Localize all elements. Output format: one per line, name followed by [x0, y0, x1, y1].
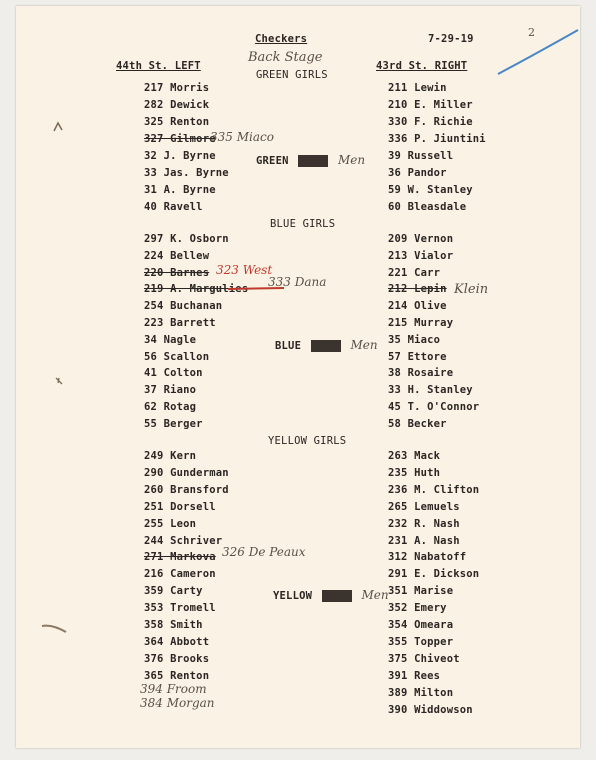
yellow-right-item: 390 Widdowson — [388, 703, 473, 716]
yellow-left-item: 260 Bransford — [144, 483, 229, 496]
yellow-left-item: 244 Schriver — [144, 534, 223, 547]
margin-mark-1 — [52, 121, 64, 133]
red-underline-mark — [226, 286, 286, 292]
yellow-left-item: 216 Cameron — [144, 568, 216, 581]
green-men-typed: GREEN — [256, 155, 289, 167]
section-blue-men — [275, 334, 378, 353]
blue-right-item: 215 Murray — [388, 317, 454, 329]
yellow-left-item: 271 Markova — [144, 551, 216, 564]
yellow-right-item: 389 Milton — [388, 686, 454, 699]
yellow-right-item: 354 Omeara — [388, 619, 454, 631]
green-left-item: 217 Morris — [144, 82, 210, 94]
yellow-men-hw: Men — [361, 588, 389, 602]
green-right-item: 211 Lewin — [388, 82, 447, 94]
blue-right-item: 35 Miaco — [388, 333, 441, 346]
margin-mark-2 — [54, 376, 64, 386]
blue-right-item: 58 Becker — [388, 417, 447, 430]
yellow-left-item: 358 Smith — [144, 619, 203, 631]
yellow-right-item: 291 E. Dickson — [388, 568, 480, 581]
blue-left-item: 37 Riano — [144, 384, 197, 397]
blue-left-item: 34 Nagle — [144, 333, 197, 346]
yellow-left-item: 251 Dorsell — [144, 500, 216, 513]
green-right-item: 36 Pandor — [388, 167, 447, 179]
pencil-stroke-mark — [492, 26, 582, 76]
yellow-left-item: 359 Carty — [144, 585, 203, 598]
yellow-right-item: 391 Rees — [388, 669, 441, 682]
blue-left-item: 55 Berger — [144, 417, 203, 430]
yellow-left-item: 365 Renton — [144, 669, 210, 682]
green-right-item: 210 E. Miller — [388, 99, 473, 111]
section-green-men — [256, 149, 365, 168]
blue-men-typed: BLUE — [275, 340, 302, 352]
document-date: 7-29-19 — [428, 33, 474, 45]
yellow-right-item: 236 M. Clifton — [388, 483, 480, 496]
blue-left-item: 56 Scallon — [144, 350, 210, 363]
green-left-item: 31 A. Byrne — [144, 184, 216, 196]
blue-men-blot — [311, 340, 341, 352]
green-right-item: 336 P. Jiuntini — [388, 133, 486, 145]
yellow-left-item: 364 Abbott — [144, 635, 210, 648]
hw-note-lepin: Klein — [454, 282, 489, 297]
section-blue-girls: BLUE GIRLS — [270, 218, 336, 230]
margin-mark-3 — [40, 622, 70, 636]
yellow-left-item: 249 Kern — [144, 450, 197, 462]
green-right-item: 60 Bleasdale — [388, 201, 467, 213]
green-left-item: 325 Renton — [144, 116, 210, 128]
page-mark: 2 — [528, 26, 535, 39]
right-column-heading: 43rd St. RIGHT — [376, 60, 468, 72]
blue-left-item: 224 Bellew — [144, 249, 210, 262]
hw-note-bottom-1: 394 Froom — [140, 682, 207, 696]
hw-note-barnes: 323 West — [216, 263, 273, 277]
yellow-left-item: 255 Leon — [144, 517, 197, 530]
blue-men-hw: Men — [350, 338, 378, 352]
blue-right-item: 45 T. O'Connor — [388, 401, 480, 413]
hw-note-gilmore: 335 Miaco — [210, 130, 274, 144]
green-right-item: 39 Russell — [388, 150, 454, 162]
left-column-heading: 44th St. LEFT — [116, 60, 201, 72]
green-right-item: 59 W. Stanley — [388, 184, 473, 196]
blue-left-item: 41 Colton — [144, 367, 203, 380]
blue-left-item: 62 Rotag — [144, 401, 197, 413]
blue-right-item: 214 Olive — [388, 300, 447, 313]
section-yellow-girls: YELLOW GIRLS — [268, 435, 347, 447]
yellow-right-item: 263 Mack — [388, 450, 441, 462]
blue-left-item: 223 Barrett — [144, 317, 216, 329]
green-men-blot — [298, 155, 328, 167]
yellow-men-typed: YELLOW — [273, 590, 313, 602]
green-left-item: 327 Gilmore — [144, 133, 216, 145]
hw-note-bottom-2: 384 Morgan — [140, 696, 215, 710]
section-yellow-men — [273, 584, 389, 603]
blue-right-item: 57 Ettore — [388, 350, 447, 363]
green-men-hw: Men — [337, 153, 366, 167]
hw-note-margulies: 333 Dana — [268, 275, 327, 289]
yellow-right-item: 351 Marise — [388, 585, 454, 598]
yellow-right-item: 355 Topper — [388, 635, 454, 648]
blue-right-item: 209 Vernon — [388, 233, 454, 245]
yellow-right-item: 312 Nabatoff — [388, 551, 467, 564]
document-page — [16, 6, 580, 748]
blue-right-item: 212 Lepin — [388, 283, 447, 296]
blue-left-item: 254 Buchanan — [144, 300, 223, 313]
yellow-left-item: 353 Tromell — [144, 602, 216, 615]
yellow-right-item: 375 Chiveot — [388, 652, 460, 665]
green-right-item: 330 F. Richie — [388, 116, 473, 128]
blue-right-item: 38 Rosaire — [388, 367, 454, 380]
yellow-men-blot — [322, 590, 352, 602]
document-title: Checkers — [255, 33, 308, 45]
section-green-girls: GREEN GIRLS — [256, 69, 328, 81]
yellow-right-item: 232 R. Nash — [388, 517, 460, 530]
yellow-right-item: 265 Lemuels — [388, 500, 460, 513]
green-left-item: 33 Jas. Byrne — [144, 167, 229, 179]
blue-left-item: 219 A. Margulies — [144, 283, 249, 296]
blue-right-item: 33 H. Stanley — [388, 384, 473, 397]
blue-left-item: 220 Barnes — [144, 266, 210, 279]
green-left-item: 40 Ravell — [144, 201, 203, 213]
hw-note-markova: 326 De Peaux — [222, 545, 306, 559]
blue-left-item: 297 K. Osborn — [144, 233, 229, 245]
blue-right-item: 221 Carr — [388, 266, 441, 279]
yellow-right-item: 231 A. Nash — [388, 534, 460, 547]
backstage-note: Back Stage — [248, 50, 323, 65]
green-left-item: 282 Dewick — [144, 99, 210, 111]
yellow-right-item: 352 Emery — [388, 602, 447, 615]
yellow-left-item: 290 Gunderman — [144, 466, 229, 479]
green-left-item: 32 J. Byrne — [144, 150, 216, 162]
blue-right-item: 213 Vialor — [388, 249, 454, 262]
yellow-right-item: 235 Huth — [388, 466, 441, 479]
yellow-left-item: 376 Brooks — [144, 652, 210, 665]
